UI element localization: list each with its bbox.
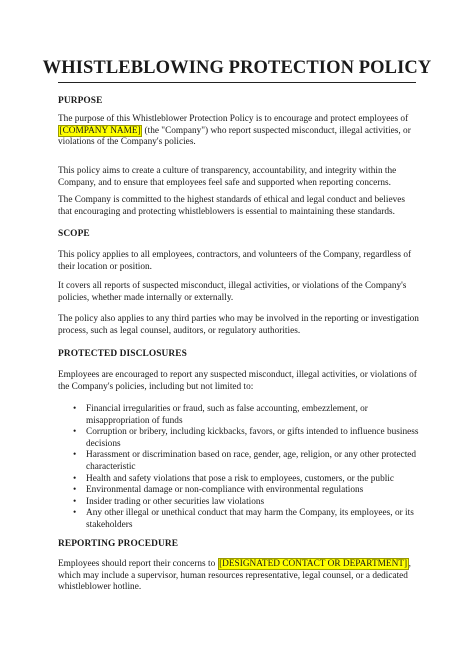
list-item <box>58 497 420 509</box>
list-item-text: Any other illegal or unethical conduct that may harm the Company, its employees, or its stakeholders <box>86 508 414 530</box>
list-item <box>58 404 420 427</box>
list-item <box>58 474 420 486</box>
list-item-text: Health and safety violations that pose a risk to employees, customers, or the public <box>86 473 395 484</box>
document-title: WHISTLEBLOWING PROTECTION POLICY <box>42 58 432 78</box>
designated-contact-placeholder: [DESIGNATED CONTACT OR DEPARTMENT] <box>219 559 408 569</box>
purpose-paragraph-1-text-start: The purpose of this Whistleblower Protection Policy is to encourage and protect employees of <box>58 114 409 124</box>
scope-paragraph-2: It covers all reports of suspected misconduct, illegal activities, or violations of the Company's policies, whether made internally or externally. <box>58 281 407 303</box>
list-item <box>58 450 420 473</box>
bullet-icon: • <box>73 485 77 496</box>
list-item <box>58 508 420 531</box>
protected-disclosures-intro: Employees are encouraged to report any suspected misconduct, illegal activities, or violations of the Company's policies, including but not limited to: <box>58 370 417 392</box>
scope-paragraph-1: This policy applies to all employees, contractors, and volunteers of the Company, regardless of their location or position. <box>58 250 412 272</box>
section-heading-protected-disclosures: PROTECTED DISCLOSURES <box>58 349 187 359</box>
bullet-icon: • <box>73 473 77 484</box>
bullet-icon: • <box>73 496 77 507</box>
reporting-paragraph-1 <box>58 559 420 594</box>
scope-paragraph-3: The policy also applies to any third parties who may be involved in the reporting or investigation process, such as legal counsel, auditors, or regulatory authorities. <box>58 314 419 336</box>
purpose-paragraph-1 <box>58 114 420 149</box>
list-item-text: Corruption or bribery, including kickbacks, favors, or gifts intended to influence business decisions <box>86 427 419 449</box>
list-item-text: Financial irregularities or fraud, such as false accounting, embezzlement, or misappropriation of funds <box>86 404 368 426</box>
title-underline <box>58 82 416 83</box>
list-item-text: Harassment or discrimination based on race, gender, age, religion, or any other protected characteristic <box>86 450 417 472</box>
list-item <box>58 485 420 497</box>
reporting-paragraph-1-text-start: Employees should report their concerns to <box>58 559 218 569</box>
purpose-paragraph-1-text-end: (the "Company") who report suspected misconduct, illegal activities, or violations of the Company's policies. <box>58 125 411 148</box>
reporting-paragraph-1-text-end: , which may include a supervisor, human resources representative, legal counsel, or a dedicated whistleblower hotline. <box>58 559 411 593</box>
purpose-paragraph-3: The Company is committed to the highest standards of ethical and legal conduct and believes that encouraging and protecting whistleblowers is essential to maintaining these standards. <box>58 195 405 217</box>
section-heading-scope: SCOPE <box>58 229 90 239</box>
bullet-icon: • <box>73 508 77 519</box>
protected-disclosures-list <box>58 404 420 532</box>
list-item-text: Insider trading or other securities law violations <box>86 496 265 507</box>
purpose-paragraph-2: This policy aims to create a culture of transparency, accountability, and integrity within the Company, and to ensure that employees feel safe and supported when reporting concerns. <box>58 166 397 188</box>
bullet-icon: • <box>73 450 77 461</box>
list-item-text: Environmental damage or non-compliance with environmental regulations <box>86 485 364 496</box>
list-item <box>58 427 420 450</box>
bullet-icon: • <box>73 427 77 438</box>
section-heading-reporting-procedure: REPORTING PROCEDURE <box>58 539 179 549</box>
section-heading-purpose: PURPOSE <box>58 96 103 106</box>
bullet-icon: • <box>73 404 77 414</box>
company-name-placeholder: [COMPANY NAME] <box>59 125 141 136</box>
